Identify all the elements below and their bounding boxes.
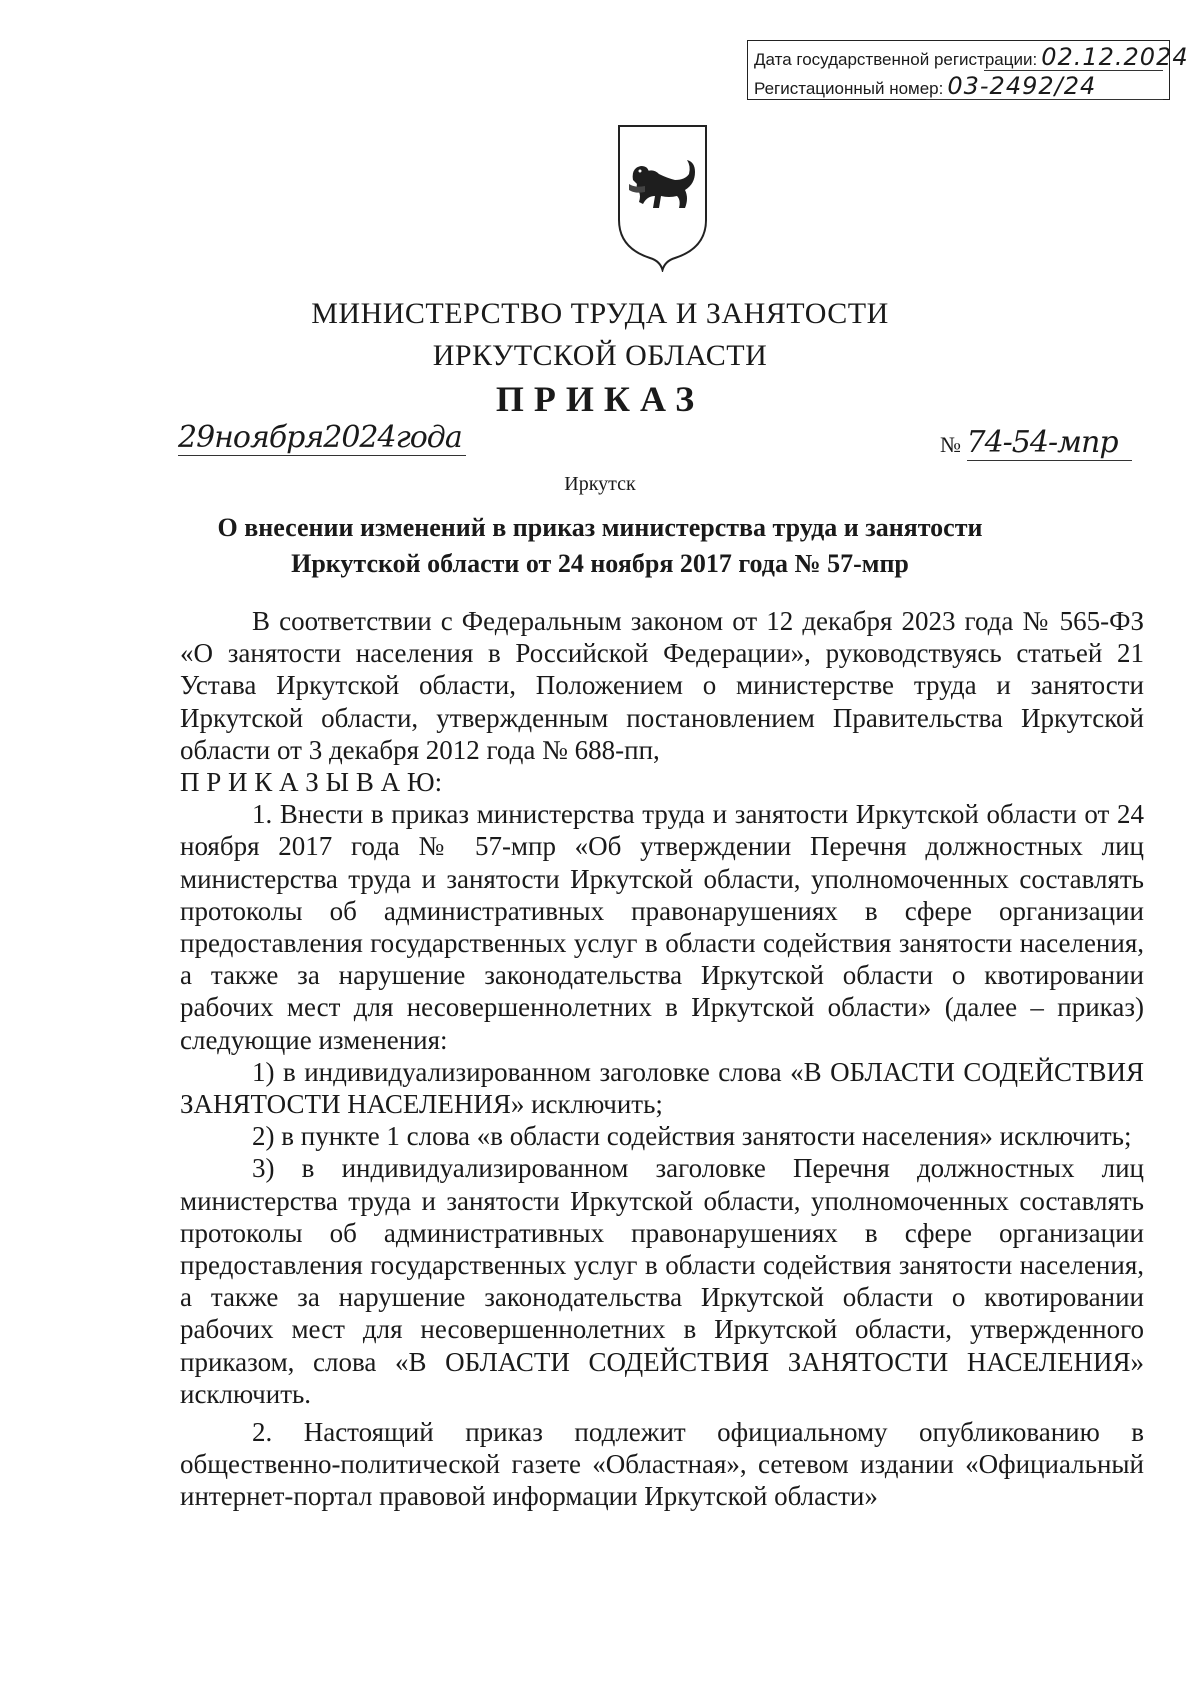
registration-date-value: 02.12.2024 [1041, 43, 1189, 71]
title-line-2: Иркутской области от 24 ноября 2017 года № 57-мпр [291, 549, 909, 578]
title-line-1: О внесении изменений в приказ министерства труда и занятости [217, 513, 983, 542]
ministry-line-2: ИРКУТСКОЙ ОБЛАСТИ [432, 339, 768, 372]
item-1: 1. Внести в приказ министерства труда и занятости Иркутской области от 24 ноября 2017 года № 57-мпр «Об утверждении Перечня должностных лиц министерства труда и занятости Иркутской области, уполномоченных составлять протоколы об административных правонарушениях в сфере организации предоставления государственных услуг в области содействия занятости населения, а также за нарушение законодательства Иркутской области о квотировании рабочих мест для несовершеннолетних в Иркутской области» (далее – приказ) следующие изменения: [180, 799, 1144, 1055]
ministry-line-1: МИНИСТЕРСТВО ТРУДА И ЗАНЯТОСТИ [311, 297, 889, 330]
item-1-2: 2) в пункте 1 слова «в области содействия занятости населения» исключить; [252, 1121, 1132, 1152]
item-1-1: 1) в индивидуализированном заголовке слова «В ОБЛАСТИ СОДЕЙСТВИЯ ЗАНЯТОСТИ НАСЕЛЕНИЯ» исключить; [180, 1056, 1144, 1120]
registration-date-row [754, 43, 1189, 73]
irkutsk-coat-of-arms-icon [615, 122, 710, 272]
registration-number-value: 03-2492/24 [947, 72, 1097, 100]
document-title [150, 510, 1050, 582]
document-body [180, 605, 1144, 1513]
registration-box [747, 40, 1189, 100]
city: Иркутск [564, 473, 636, 495]
document-type: ПРИКАЗ [495, 379, 705, 419]
item-1-3: 3) в индивидуализированном заголовке Перечня должностных лиц министерства труда и занятости Иркутской области, уполномоченных составлять протоколы об административных правонарушениях в сфере организации предоставления государственных услуг в области содействия занятости населения, а также за нарушение законодательства Иркутской области о квотировании рабочих мест для несовершеннолетних в Иркутской области, утвержденного приказом, слова «В ОБЛАСТИ СОДЕЙСТВИЯ ЗАНЯТОСТИ НАСЕЛЕНИЯ» исключить. [180, 1153, 1144, 1409]
order-number [940, 425, 1132, 461]
ministry-name [0, 293, 1200, 377]
number-sign: № [940, 432, 961, 457]
order-word: П Р И К А З Ы В А Ю: [180, 767, 443, 798]
preamble-paragraph: В соответствии с Федеральным законом от 12 декабря 2023 года № 565-ФЗ «О занятости населения в Российской Федерации», руководствуясь статьей 21 Устава Иркутской области, Положением о министерстве труда и занятости Иркутской области, утвержденным постановлением Правительства Иркутской области от 3 декабря 2012 года № 688-пп, [180, 606, 1144, 765]
registration-number-row [754, 73, 1163, 102]
handwritten-date: 29ноября2024года [178, 420, 466, 456]
item-2: 2. Настоящий приказ подлежит официальному опубликованию в общественно-политической газете «Областная», сетевом издании «Официальный интернет-портал правовой информации Иркутской области» [180, 1417, 1144, 1512]
handwritten-number: 74-54-мпр [967, 425, 1132, 461]
registration-date-label: Дата государственной регистрации: [754, 50, 1038, 69]
registration-number-label: Регистационный номер: [754, 79, 944, 98]
